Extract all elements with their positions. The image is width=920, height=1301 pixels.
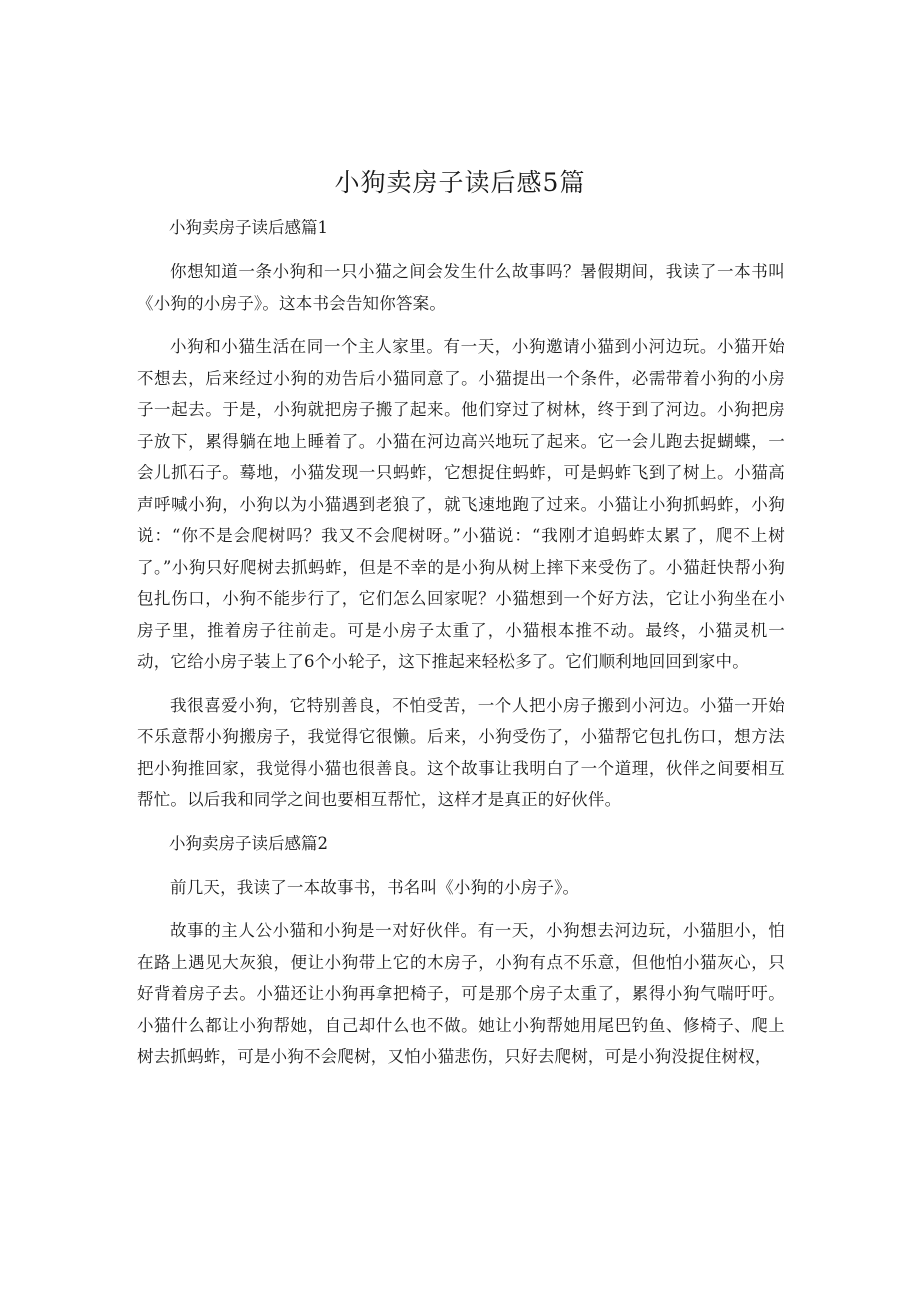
paragraph: 我很喜爱小狗，它特别善良，不怕受苦，一个人把小房子搬到小河边。小猫一开始不乐意帮小狗搬房子，我觉得它很懒。后来，小狗受伤了，小猫帮它包扎伤口，想方法把小狗推回家，我觉得小猫也很善良。这个故事让我明白了一个道理，伙伴之间要相互帮忙。以后我和同学之间也要相互帮忙，这样才是真正的好伙伴。 — [137, 695, 785, 809]
paragraph: 故事的主人公小猫和小狗是一对好伙伴。有一天，小狗想去河边玩，小猫胆小，怕在路上遇见大灰狼，便让小狗带上它的木房子，小狗有点不乐意，但他怕小猫灰心，只好背着房子去。小猫还让小狗再拿把椅子，可是那个房子太重了，累得小狗气喘吁吁。小猫什么都让小狗帮她，自己却什么也不做。她让小狗帮她用尾巴钓鱼、修椅子、爬上树去抓蚂蚱，可是小狗不会爬树，又怕小猫悲伤，只好去爬树，可是小狗没捉住树杈， — [137, 921, 785, 1066]
paragraph: 你想知道一条小狗和一只小猫之间会发生什么故事吗？暑假期间，我读了一本书叫《小狗的小房子》。这本书会告知你答案。 — [137, 262, 785, 313]
section-heading: 小狗卖房子读后感篇2 — [169, 833, 328, 853]
paragraph: 前几天，我读了一本故事书，书名叫《小狗的小房子》。 — [170, 877, 580, 897]
document-title: 小狗卖房子读后感5篇 — [334, 168, 586, 197]
document-body — [137, 214, 785, 1073]
paragraph: 小狗和小猫生活在同一个主人家里。有一天，小狗邀请小猫到小河边玩。小猫开始不想去，后来经过小狗的劝告后小猫同意了。小猫提出一个条件，必需带着小狗的小房子一起去。于是，小狗就把房子搬了起来。他们穿过了树林，终于到了河边。小狗把房子放下，累得躺在地上睡着了。小猫在河边高兴地玩了起来。它一会儿跑去捉蝴蝶，一会儿抓石子。蓦地，小猫发现一只蚂蚱，它想捉住蚂蚱，可是蚂蚱飞到了树上。小猫高声呼喊小狗，小狗以为小猫遇到老狼了，就飞速地跑了过来。小猫让小狗抓蚂蚱，小狗说：“你不是会爬树吗？我又不会爬树呀。”小猫说：“我刚才追蚂蚱太累了，爬不上树了。”小狗只好爬树去抓蚂蚱，但是不幸的是小狗从树上摔下来受伤了。小猫赶快帮小狗包扎伤口，小狗不能步行了，它们怎么回家呢？小猫想到一个好方法，它让小狗坐在小房子里，推着房子往前走。可是小房子太重了，小猫根本推不动。最终，小猫灵机一动，它给小房子装上了6个小轮子，这下推起来轻松多了。它们顺利地回回到家中。 — [137, 337, 785, 671]
section-heading: 小狗卖房子读后感篇1 — [169, 218, 328, 237]
